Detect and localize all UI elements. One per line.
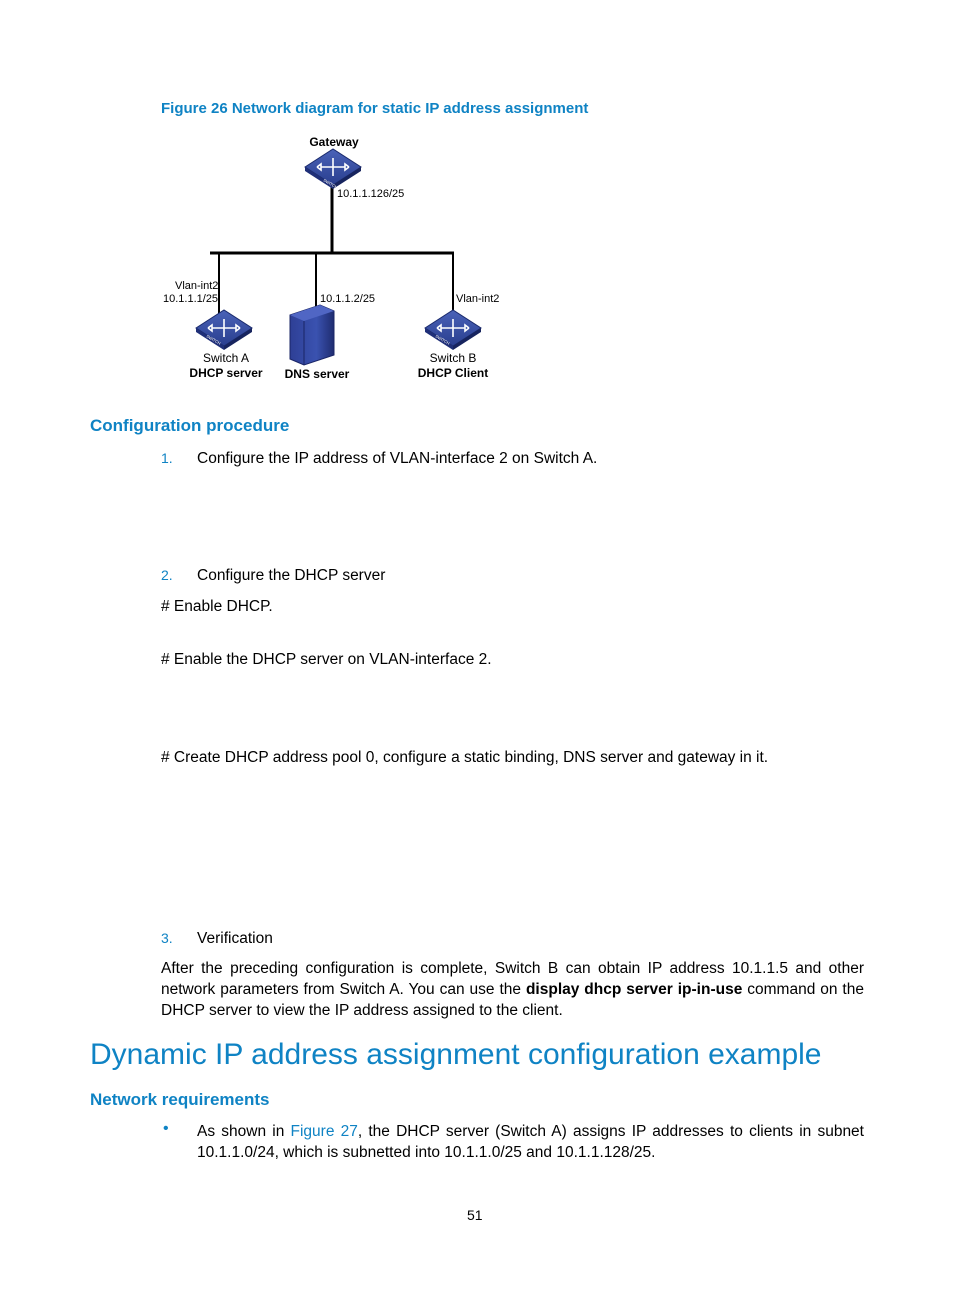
- step-1-text: Configure the IP address of VLAN-interface 2 on Switch A.: [197, 450, 598, 467]
- switch-a-ip: 10.1.1.1/25: [163, 293, 219, 305]
- switch-b-icon: [425, 310, 481, 350]
- switch-b-badge: SWITCH: [434, 333, 451, 346]
- figure-caption: Figure 26 Network diagram for static IP address assignment: [161, 100, 589, 117]
- switch-b-name: Switch B: [429, 351, 477, 365]
- page-number: 51: [467, 1207, 483, 1223]
- dns-server-icon: [290, 305, 334, 365]
- section-title: Dynamic IP address assignment configuration example: [90, 1038, 822, 1071]
- bullet-icon: •: [163, 1120, 169, 1137]
- step-3: [161, 928, 273, 949]
- step-3-text: Verification: [197, 930, 273, 947]
- figure-27-link[interactable]: Figure 27: [290, 1123, 358, 1140]
- enable-server-comment: # Enable the DHCP server on VLAN-interface 2.: [161, 651, 492, 668]
- bullet-text-2: , the DHCP server (Switch A) assigns IP addresses to clients in subnet 10.1.1.0/24, which is subnetted into 10.1.1.0/25 and 10.1.1.128/25.: [197, 1123, 864, 1161]
- switch-a-role: DHCP server: [189, 366, 263, 380]
- gateway-badge: SWITCH: [322, 177, 339, 190]
- dns-ip: 10.1.1.2/25: [320, 293, 376, 305]
- switch-b-iface: Vlan-int2: [456, 293, 500, 305]
- verification-text-2: command on the DHCP server to view the IP address assigned to the client.: [161, 981, 864, 1019]
- step-3-number: 3.: [161, 930, 173, 946]
- verification-command: display dhcp server ip-in-use: [525, 981, 743, 998]
- verification-paragraph: [161, 958, 864, 1021]
- create-pool-comment: # Create DHCP address pool 0, configure a static binding, DNS server and gateway in it.: [161, 749, 769, 766]
- switch-a-icon: [196, 310, 252, 350]
- verification-text-1: After the preceding configuration is complete, Switch B can obtain IP address 10.1.1.5 and other network parameters from Switch A. You can use the: [161, 960, 864, 998]
- switch-b-role: DHCP Client: [417, 366, 489, 380]
- switch-a-iface: Vlan-int2: [175, 280, 219, 292]
- network-diagram: [0, 0, 954, 400]
- step-2-text: Configure the DHCP server: [197, 567, 386, 584]
- step-1-number: 1.: [161, 450, 173, 466]
- bullet-text-1: As shown in: [197, 1123, 291, 1140]
- dns-role: DNS server: [284, 367, 350, 381]
- switch-a-name: Switch A: [202, 351, 250, 365]
- step-2: [161, 565, 386, 586]
- step-2-number: 2.: [161, 567, 173, 583]
- step-1: [161, 448, 598, 469]
- switch-a-badge: SWITCH: [205, 333, 222, 346]
- gateway-ip: 10.1.1.126/25: [337, 188, 405, 200]
- config-heading: Configuration procedure: [90, 416, 290, 435]
- network-requirements-heading: Network requirements: [90, 1090, 270, 1109]
- enable-dhcp-comment: # Enable DHCP.: [161, 598, 273, 615]
- requirements-bullet: [197, 1121, 864, 1163]
- gateway-label: Gateway: [309, 135, 359, 149]
- gateway-switch-icon: [305, 149, 361, 190]
